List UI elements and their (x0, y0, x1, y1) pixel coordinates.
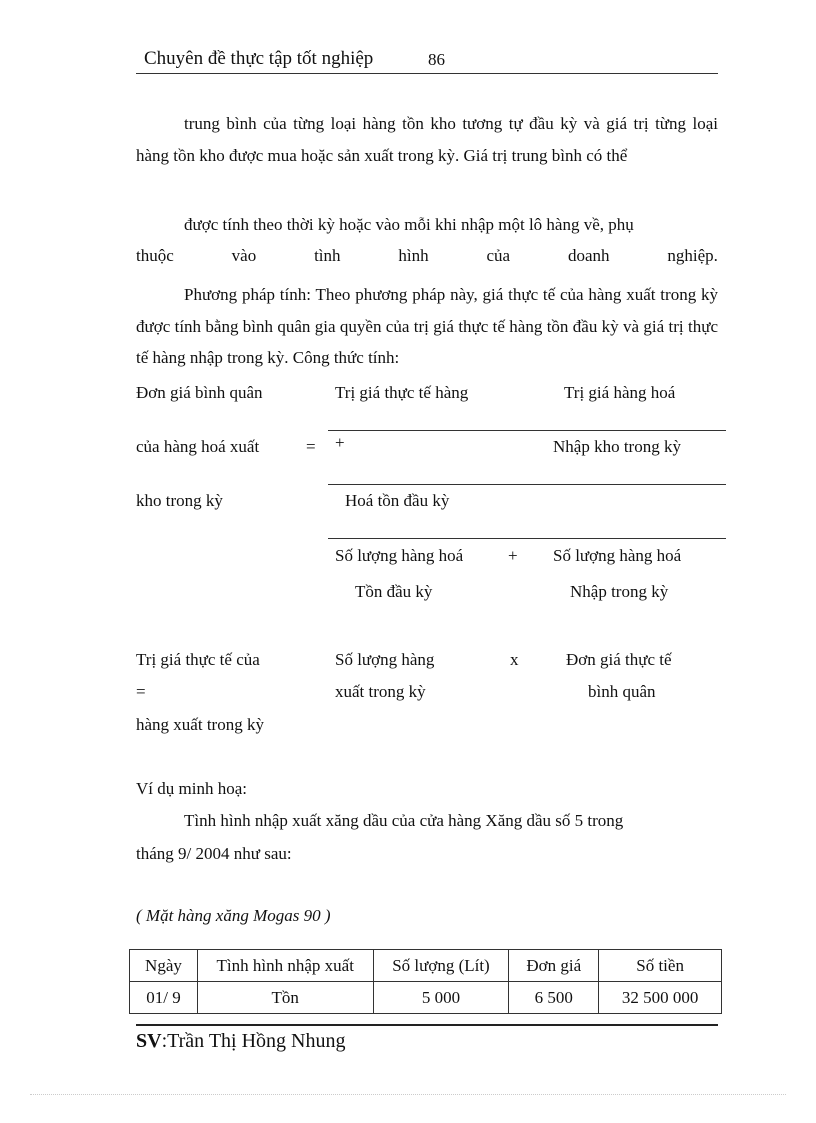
paragraph-1 (136, 108, 718, 171)
formula1-left-3: kho trong kỳ (136, 491, 223, 510)
formula1-rule-1 (328, 430, 726, 431)
table-row (130, 982, 722, 1014)
word: tình (314, 246, 341, 265)
word: vào (231, 246, 257, 265)
table-cell: 6 500 (509, 982, 599, 1014)
footer-divider (136, 1024, 718, 1026)
formula1-left-1: Đơn giá bình quân (136, 383, 263, 402)
formula2-mid-1: Số lượng hàng (335, 650, 435, 669)
formula2-right-2: bình quân (588, 682, 656, 701)
table-cell: 01/ 9 (130, 982, 198, 1014)
table-cell: Tồn (197, 982, 373, 1014)
table-cell: 32 500 000 (599, 982, 722, 1014)
formula1-den-a: Số lượng hàng hoá (335, 546, 464, 565)
footer-label: SV (136, 1030, 162, 1052)
formula1-rule-2 (328, 484, 726, 485)
paragraph-2-line-2 (136, 246, 718, 266)
formula2-right-1: Đơn giá thực tế (566, 650, 672, 669)
formula1-num-b: Trị giá hàng hoá (564, 383, 676, 402)
footer-student (136, 1030, 345, 1053)
table-header-cell: Số lượng (Lít) (373, 950, 509, 982)
header-title: Chuyên đề thực tập tốt nghiệp (144, 48, 374, 69)
word: của (486, 246, 511, 265)
table-header-cell: Số tiền (599, 950, 722, 982)
example-text-1: Tình hình nhập xuất xăng dầu của cửa hàng Xăng dầu số 5 trong (184, 811, 624, 830)
paragraph-1-text: trung bình của từng loại hàng tồn kho tương tự đầu kỳ và giá trị từng loại hàng tồn kho được mua hoặc sản xuất trong kỳ. Giá trị trung bình có thể (136, 114, 718, 165)
formula1-plus-1: + (335, 433, 345, 452)
header-divider (136, 73, 718, 74)
word: nghiệp. (667, 246, 718, 265)
formula1-num-a: Trị giá thực tế hàng (335, 383, 469, 402)
formula1-left-2: của hàng hoá xuất (136, 437, 260, 456)
page-bottom-edge (30, 1094, 786, 1095)
table-cell: 5 000 (373, 982, 509, 1014)
paragraph-3 (136, 279, 718, 374)
data-table (129, 949, 722, 1014)
table-header-cell: Tình hình nhập xuất (197, 950, 373, 982)
table-header-row (130, 950, 722, 982)
word: hình (398, 246, 429, 265)
formula1-den-d: Nhập trong kỳ (570, 582, 669, 601)
footer-student-name: :Trần Thị Hồng Nhung (161, 1030, 346, 1052)
formula1-fraction-bar (328, 538, 726, 539)
word: doanh (567, 246, 610, 265)
formula1-plus-2: + (508, 546, 518, 565)
formula2-mid-2: xuất trong kỳ (335, 682, 426, 701)
page-number: 86 (428, 50, 445, 69)
word: thuộc (136, 246, 174, 265)
table-header-cell: Ngày (130, 950, 198, 982)
formula2-left-2: hàng xuất trong kỳ (136, 715, 264, 734)
formula2-equals: = (136, 682, 146, 701)
formula2-left-1: Trị giá thực tế của (136, 650, 260, 669)
formula1-num-d: Hoá tồn đầu kỳ (345, 491, 450, 510)
example-text-2: tháng 9/ 2004 như sau: (136, 844, 292, 863)
paragraph-3-text: Phương pháp tính: Theo phương pháp này, giá thực tế của hàng xuất trong kỳ được tính bằng bình quân gia quyền của trị giá thực tế hàng tồn đầu kỳ và giá trị thực tế hàng nhập trong kỳ. Công thức tính: (136, 285, 718, 367)
formula1-den-c: Tồn đầu kỳ (355, 582, 433, 601)
formula1-num-c: Nhập kho trong kỳ (553, 437, 681, 456)
formula2-times: x (510, 650, 519, 669)
example-heading: Ví dụ minh hoạ: (136, 779, 247, 798)
table-caption: ( Mặt hàng xăng Mogas 90 ) (136, 906, 331, 925)
formula1-equals: = (306, 437, 316, 456)
table-header-cell: Đơn giá (509, 950, 599, 982)
formula1-den-b: Số lượng hàng hoá (553, 546, 682, 565)
paragraph-2-line-1: được tính theo thời kỳ hoặc vào mỗi khi nhập một lô hàng về, phụ (184, 215, 634, 234)
